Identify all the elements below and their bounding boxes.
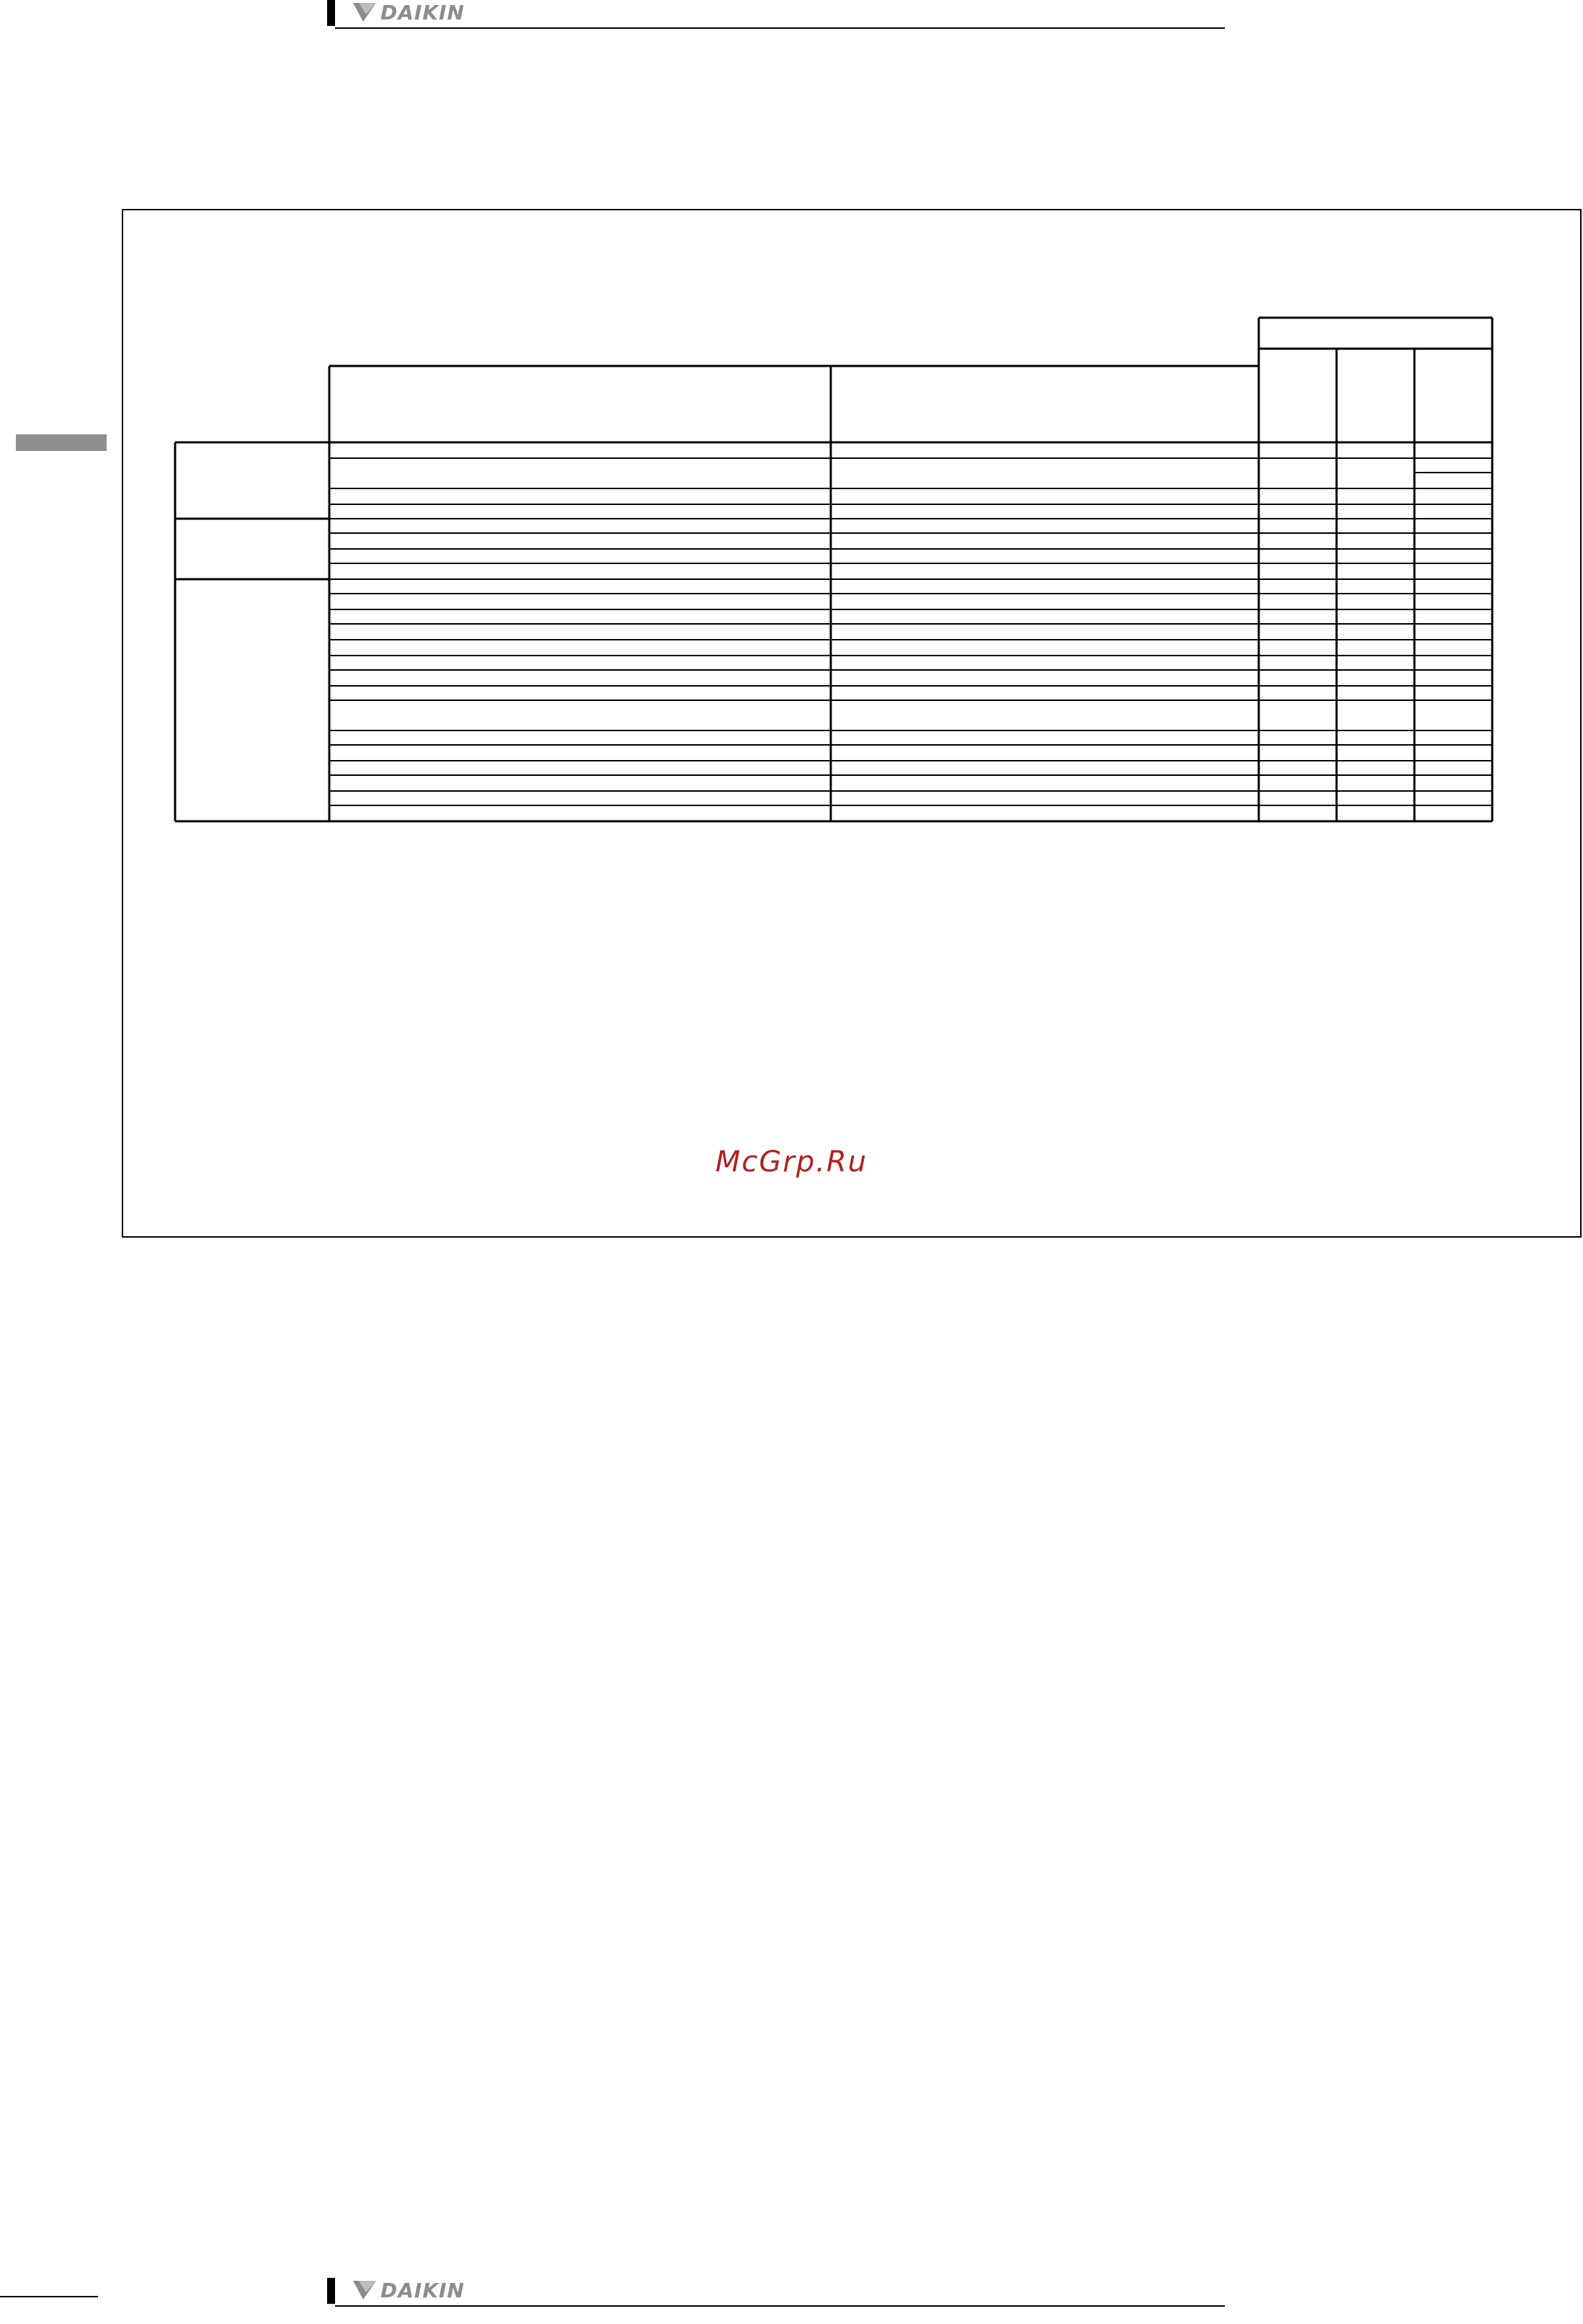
daikin-triangle-icon	[352, 2279, 378, 2301]
footer-rule	[335, 2305, 1225, 2307]
watermark: McGrp.Ru	[715, 1145, 868, 1179]
footer-left-rule	[0, 2296, 98, 2297]
footer-brand: DAIKIN	[380, 2278, 465, 2302]
footer-bar	[327, 2278, 335, 2304]
header-brand: DAIKIN	[380, 0, 465, 24]
page-footer	[327, 2278, 1225, 2307]
daikin-logo-footer	[352, 2278, 465, 2302]
